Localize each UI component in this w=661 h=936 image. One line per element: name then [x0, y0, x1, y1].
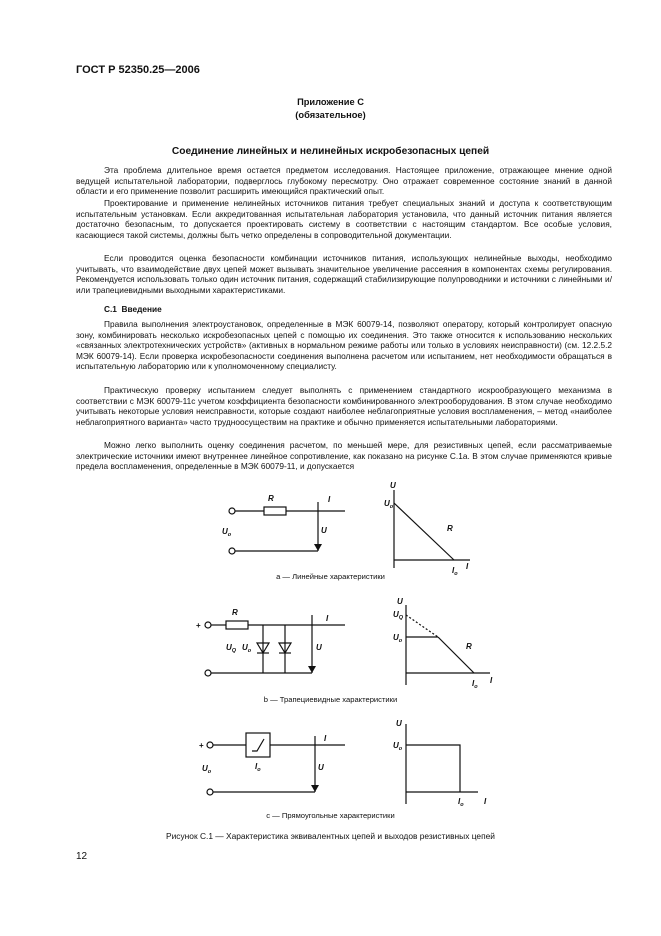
section-title: Введение [121, 304, 162, 314]
figure-b-graph [393, 597, 493, 690]
label-plus: + [199, 741, 204, 750]
appendix-status: (обязательное) [295, 110, 366, 120]
graph-label-Io: $I_o$ [472, 679, 478, 690]
figure-c-caption: с — Прямоугольные характеристики [266, 811, 395, 820]
label-Uo: $U_o$ [222, 527, 232, 538]
figure-c-graph [393, 719, 487, 808]
graph-label-R: R [466, 642, 472, 651]
label-I: I [324, 734, 327, 743]
graph-label-Uo: $U_o$ [384, 499, 394, 510]
graph-label-U: U [390, 481, 396, 490]
figure-c-diagram [0, 714, 661, 814]
graph-label-I: I [490, 676, 493, 685]
label-I: I [328, 495, 331, 504]
figure-c-circuit [199, 733, 345, 795]
document-header: ГОСТ Р 52350.25—2006 [76, 64, 200, 76]
label-plus: + [196, 621, 201, 630]
paragraph: Можно легко выполнить оценку соединения расчетом, по меньшей мере, для резистивных цепей, если рассматриваемые электрические источники имеют внутреннее линейное сопротивление, как показано на рисунке С.1а. В этом случае применяются кривые предела воспламенения, определенные в МЭК 60079-11, и допускается [76, 440, 612, 472]
figure-b-caption: b — Трапециевидные характеристики [263, 695, 398, 704]
label-UQ: $U_Q$ [226, 643, 237, 654]
graph-label-Io: $I_o$ [452, 566, 458, 577]
graph-label-U: U [397, 597, 403, 606]
figure-title: Рисунок С.1 — Характеристика эквивалентных цепей и выходов резистивных цепей [166, 831, 495, 841]
graph-label-Uo: $U_o$ [393, 633, 403, 644]
section-heading [104, 304, 162, 314]
graph-label-I: I [466, 562, 469, 571]
label-R: R [268, 494, 274, 503]
page-number: 12 [76, 851, 88, 862]
section-number: С.1 [104, 304, 117, 314]
paragraph: Эта проблема длительное время остается предметом исследования. Настоящее приложение, отражающее мнение одной ведущей испытательной лаборатории, подверглось глубокому пересмотру. Оно отражает современное состояние знаний в данной области и его применение позволит расширить имеющийся практический опыт. [76, 165, 612, 197]
label-U: U [321, 526, 327, 535]
label-U: U [318, 763, 324, 772]
figure-a-circuit [222, 494, 345, 554]
figure-b-circuit [196, 608, 345, 676]
figure-b-diagram [0, 593, 661, 697]
paragraph: Практическую проверку испытанием следует выполнять с применением стандартного искрообразующего механизма в соответствии с МЭК 60079-11с учетом коэффициента безопасности комбинированного электрооборудования. В этом случае необходимо учитывать некоторые условия неисправности, которые создают наиболее неблагоприятные условия воспламенения, – метод «наиболее неблагоприятного варианта» часто труднооcуществим на практике и обычно применяется испытательными лабораториями. [76, 385, 612, 427]
figure-a-graph [384, 481, 470, 577]
paragraph: Проектирование и применение нелинейных источников питания требует специальных знаний и доступа к соответствующим испытательным установкам. Если аккредитованная испытательная лаборатория установила, что данный источник питания является достаточно безопасным, то допускается проектировать систему в соответствии с настоящим стандартом. Все особые условия, касающиеся такой системы, должны быть четко определены в сопроводительной документации. [76, 198, 612, 240]
graph-label-Uo: $U_o$ [393, 741, 403, 752]
figure-a-caption: а — Линейные характеристики [276, 572, 385, 581]
paragraph: Если проводится оценка безопасности комбинации источников питания, использующих нелинейные выходы, необходимо учитывать, что взаимодействие двух цепей может вызывать значительное увеличение рассеяния в компонентах схемы регулирования. Рекомендуется использовать только один источник питания, содержащий стабилизирующие полупроводники и источники с линейными и/или трапециевидными выходными характеристиками. [76, 253, 612, 295]
label-U: U [316, 643, 322, 652]
resistor-symbol [226, 621, 248, 629]
graph-label-U: U [396, 719, 402, 728]
label-Uo: $U_o$ [242, 643, 252, 654]
graph-label-I: I [484, 797, 487, 806]
label-R: R [232, 608, 238, 617]
label-I: I [326, 614, 329, 623]
appendix-label: Приложение С [297, 97, 364, 107]
resistor-symbol [264, 507, 286, 515]
label-Uo: $U_o$ [202, 764, 212, 775]
paragraph: Правила выполнения электроустановок, определенные в МЭК 60079-14, позволяют оператору, который контролирует опасную зону, комбинировать несколько искробезопасных цепей с помощью их соединения. Это также относится к использованию нескольких «связанных электротехнических устройств» (активных в нормальном режиме работы или только в условиях неисправности) (см. 12.2.5.2 МЭК 60079-14). Если проверка искробезопасности соединения выполнена расчетом или испытанием, нет необходимости обращаться в испытательную лабораторию или к уполномоченному специалисту. [76, 319, 612, 372]
appendix-title: Соединение линейных и нелинейных искробезопасных цепей [171, 146, 490, 157]
graph-label-Io: $I_o$ [458, 797, 464, 808]
label-Io: $I_o$ [255, 762, 261, 773]
graph-label-R: R [447, 524, 453, 533]
graph-label-UQ: $U_Q$ [393, 610, 404, 621]
current-limiter-symbol [246, 733, 270, 757]
